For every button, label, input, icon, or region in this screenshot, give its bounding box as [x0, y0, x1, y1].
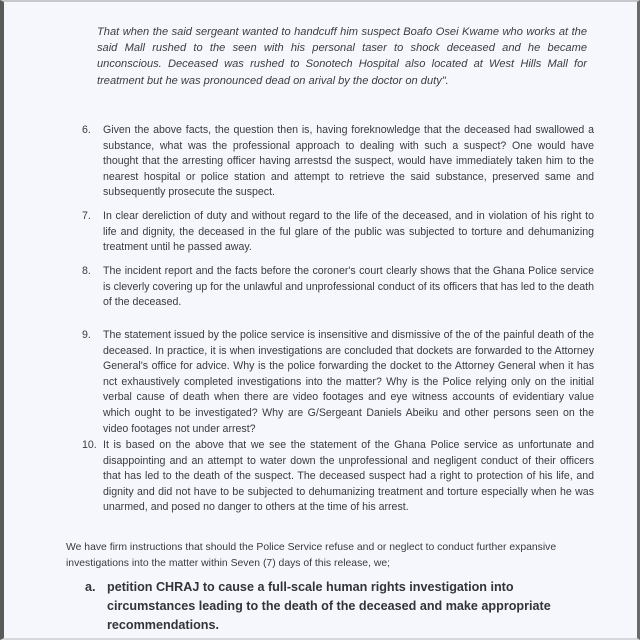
item-letter: a.	[85, 580, 96, 594]
paragraph-text: It is based on the above that we see the statement of the Ghana Police service as unfortunate and disappointing and an attempt to water down the unprofessional and negligent conduct of their officers that has led to the death of the suspect. The deceased suspect had a right to protection of his life, and dignity and did not have to be subjected to dehumanizing treatment and torture especially when he was unarmed, and posed no danger to others at the time of his arrest.	[103, 439, 594, 514]
paragraph-text: Given the above facts, the question then is, having foreknowledge that the deceased had swallowed a substance, what was the professional approach to dealing with such a suspect? One would have thought that the arresting officer having arrestsd the suspect, would have immediately taken him to the nearest hospital or police station and attempt to retrieve the said substance, preserved same and subsequently prosecute the suspect.	[103, 124, 594, 199]
lettered-item-a	[85, 578, 595, 635]
numbered-paragraph-10	[82, 438, 594, 516]
numbered-paragraph-9	[82, 328, 594, 437]
closing-paragraph: We have firm instructions that should the Police Service refuse and or neglect to conduct further expansive investigations into the matter within Seven (7) days of this release, we;	[66, 542, 557, 569]
numbered-paragraph-6	[82, 123, 594, 201]
paragraph-number: 8.	[82, 265, 91, 277]
paragraph-text: The incident report and the facts before the coroner's court clearly shows that the Ghana Police service is cleverly covering up for the unlawful and unprofessional conduct of its officers that has led to the death of the deceased.	[103, 265, 594, 309]
quoted-statement: That when the said sergeant wanted to handcuff him suspect Boafo Osei Kwame who works at the said Mall rushed to the seen with his personal taser to shock deceased and he became unconscious. Deceased was rushed to Sonotech Hospital also located at West Hills Mall for treatment but he was pronounced dead on arival by the doctor on duty".	[97, 26, 587, 87]
paragraph-number: 7.	[82, 210, 91, 222]
paragraph-number: 10.	[82, 439, 97, 451]
paragraph-text: In clear dereliction of duty and without regard to the life of the deceased, and in violation of his right to life and dignity, the deceased in the ful glare of the public was subjected to torture and dehumanizing treatment until he passed away.	[103, 210, 594, 254]
paragraph-number: 9.	[82, 329, 91, 341]
item-text: petition CHRAJ to cause a full-scale human rights investigation into circumstances leading to the death of the deceased and make appropriate recommendations.	[107, 580, 551, 632]
paragraph-number: 6.	[82, 124, 91, 136]
paragraph-text: The statement issued by the police service is insensitive and dismissive of the of the painful death of the deceased. In practice, it is when investigations are concluded that dockets are forwarded to the Attorney General's office for advice. Why is the police forwarding the docket to the Attorney General when it has nct exhaustively completed investigations into the matter? Why is the Police relying only on the initial verbal cause of death when there are video footages and eye witness accounts of evidentiary value which ought to be investigated? Why are G/Sergeant Daniels Abeiku and other persons seen on the video footages not under arrest?	[103, 329, 594, 435]
numbered-paragraph-8	[82, 264, 594, 311]
numbered-paragraph-7	[82, 209, 594, 256]
